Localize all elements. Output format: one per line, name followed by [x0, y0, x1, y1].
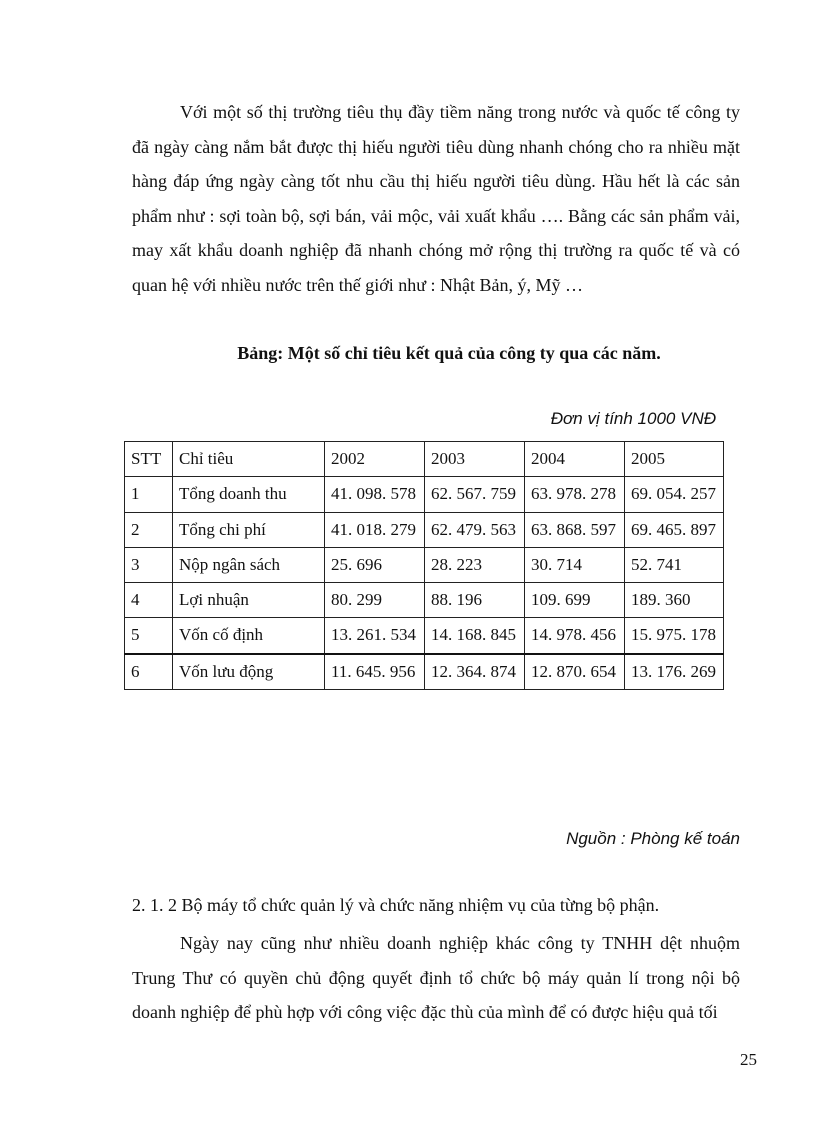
row-value: 189. 360 [625, 583, 724, 618]
results-table [124, 441, 724, 690]
row-stt: 6 [125, 654, 173, 690]
row-value: 14. 168. 845 [425, 618, 525, 654]
section-line: Ngày nay cũng như nhiều doanh nghiệp khác công ty TNHH dệt nhuộm [180, 933, 740, 953]
page-number: 25 [740, 1050, 757, 1069]
table-caption: Bảng: Một số chỉ tiêu kết quả của công ty qua các năm. [237, 343, 661, 363]
row-value: 63. 868. 597 [525, 512, 625, 548]
row-value: 28. 223 [425, 548, 525, 583]
table-row [125, 618, 724, 654]
section-line: doanh nghiệp để phù hợp với công việc đặc thù của mình để có được hiệu quả tối [132, 1002, 718, 1023]
row-indicator: Tổng chi phí [173, 512, 325, 548]
row-value: 14. 978. 456 [525, 618, 625, 654]
row-stt: 3 [125, 548, 173, 583]
intro-line: quốc tế và có quan hệ với nhiều nước trên thế giới như : Nhật Bản, ý, Mỹ … [132, 240, 740, 295]
table-row [125, 583, 724, 618]
intro-line: mặt hàng đáp ứng ngày càng tốt nhu cầu thị hiếu người tiêu dùng. Hầu hết là các [132, 136, 740, 192]
header-2005: 2005 [625, 442, 724, 477]
row-value: 12. 870. 654 [525, 654, 625, 690]
table-row [125, 654, 724, 690]
row-value: 41. 098. 578 [325, 477, 425, 513]
row-indicator: Tổng doanh thu [173, 477, 325, 513]
row-value: 11. 645. 956 [325, 654, 425, 690]
row-stt: 2 [125, 512, 173, 548]
row-value: 15. 975. 178 [625, 618, 724, 654]
row-indicator: Lợi nhuận [173, 583, 325, 618]
table-header-row [125, 442, 724, 477]
row-value: 52. 741 [625, 548, 724, 583]
row-value: 13. 261. 534 [325, 618, 425, 654]
row-value: 62. 567. 759 [425, 477, 525, 513]
row-indicator: Nộp ngân sách [173, 548, 325, 583]
unit-note: Đơn vị tính 1000 VNĐ [550, 409, 716, 428]
header-2004: 2004 [525, 442, 625, 477]
header-indicator: Chỉ tiêu [173, 442, 325, 477]
row-value: 69. 465. 897 [625, 512, 724, 548]
row-value: 12. 364. 874 [425, 654, 525, 690]
row-indicator: Vốn cố định [173, 618, 325, 654]
intro-line: phẩm vải, may xất khẩu doanh nghiệp đã nhanh chóng mở rộng thị trường ra [132, 205, 741, 261]
table-row [125, 548, 724, 583]
row-value: 25. 696 [325, 548, 425, 583]
row-value: 41. 018. 279 [325, 512, 425, 548]
row-stt: 4 [125, 583, 173, 618]
header-stt: STT [125, 442, 173, 477]
row-value: 30. 714 [525, 548, 625, 583]
header-2003: 2003 [425, 442, 525, 477]
intro-line: sản phẩm như : sợi toàn bộ, sợi bán, vải mộc, vải xuất khẩu …. Bằng các sản [132, 171, 740, 226]
section-paragraph [132, 926, 740, 1030]
row-value: 63. 978. 278 [525, 477, 625, 513]
row-value: 13. 176. 269 [625, 654, 724, 690]
row-value: 109. 699 [525, 583, 625, 618]
row-value: 80. 299 [325, 583, 425, 618]
row-value: 62. 479. 563 [425, 512, 525, 548]
table-row [125, 512, 724, 548]
row-value: 69. 054. 257 [625, 477, 724, 513]
source-note: Nguồn : Phòng kế toán [566, 829, 740, 848]
intro-line: ty đã ngày càng nắm bắt được thị hiếu người tiêu dùng nhanh chóng cho ra nhiều [132, 102, 740, 157]
row-stt: 5 [125, 618, 173, 654]
row-stt: 1 [125, 477, 173, 513]
row-value: 88. 196 [425, 583, 525, 618]
section-line: Trung Thư có quyền chủ động quyết định tổ chức bộ máy quản lí trong nội bộ [132, 967, 740, 988]
row-indicator: Vốn lưu động [173, 654, 325, 690]
section-heading: 2. 1. 2 Bộ máy tổ chức quản lý và chức năng nhiệm vụ của từng bộ phận. [132, 895, 660, 915]
intro-paragraph [132, 95, 740, 303]
table-row [125, 477, 724, 513]
header-2002: 2002 [325, 442, 425, 477]
intro-line: Với một số thị trường tiêu thụ đầy tiềm năng trong nước và quốc tế công [180, 102, 726, 122]
